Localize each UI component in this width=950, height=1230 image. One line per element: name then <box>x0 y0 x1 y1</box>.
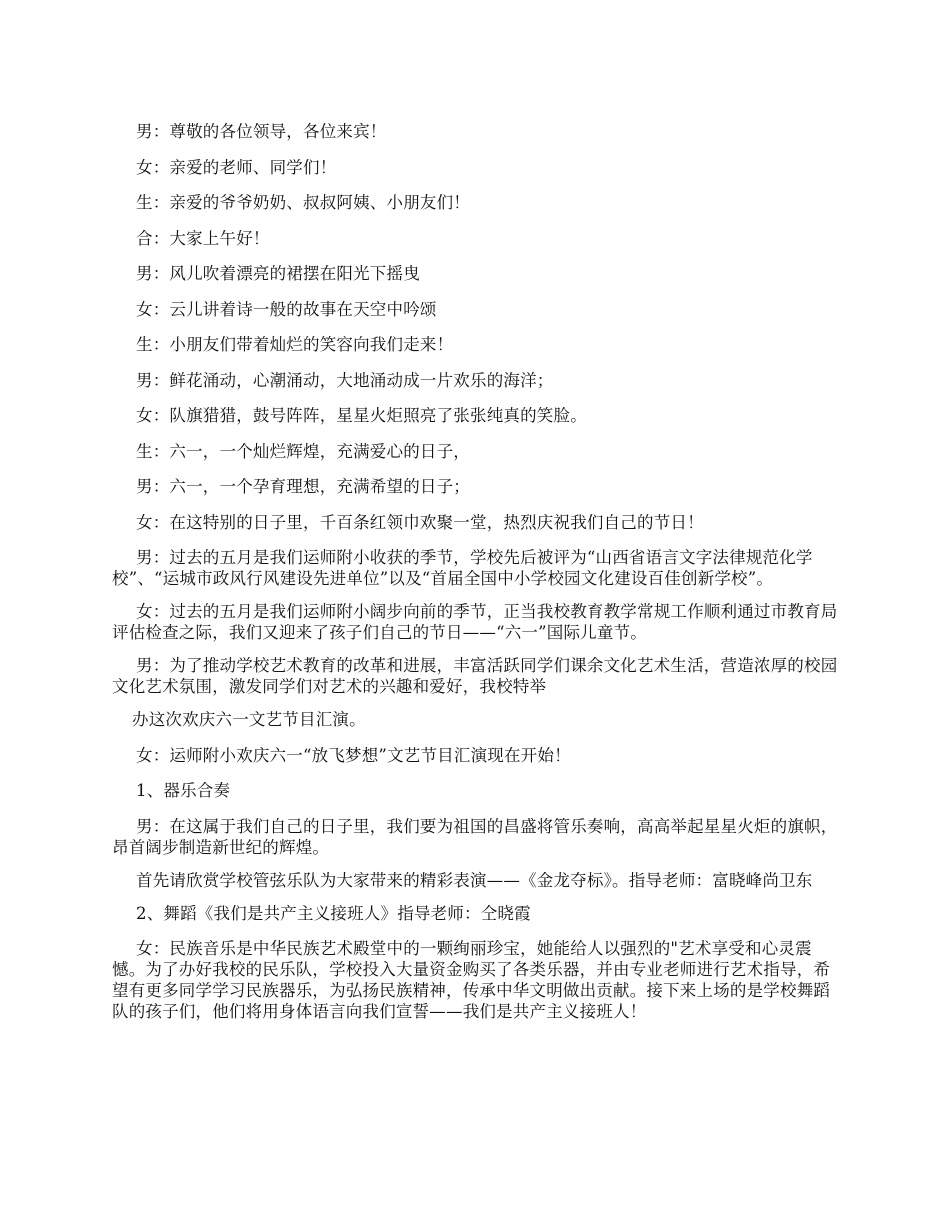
paragraph-4: 合：大家上午好！ <box>136 228 270 248</box>
paragraph-13: 男：过去的五月是我们运师附小收获的季节，学校先后被评为“山西省语言文字法律规范化学校”、“运城市政风行风建设先进单位”以及“首届全国中小学校园文化建设百佳创新学校”。 <box>112 548 813 588</box>
paragraph-5: 男：风儿吹着漂亮的裙摆在阳光下摇曳 <box>136 264 420 283</box>
paragraph-14: 女：过去的五月是我们运师附小阔步向前的季节，正当我校教育教学常规工作顺利通过市教育局评估检查之际，我们又迎来了孩子们自己的节日——“六一”国际儿童节。 <box>112 602 838 642</box>
paragraph-1: 男：尊敬的各位领导，各位来宾！ <box>136 122 387 141</box>
paragraph-2: 女：亲爱的老师、同学们！ <box>136 157 337 177</box>
paragraph-16: 办这次欢庆六一文艺节目汇演。 <box>132 710 366 729</box>
paragraph-22: 女：民族音乐是中华民族艺术殿堂中的一颗绚丽珍宝，她能给人以强烈的"艺术享受和心灵震憾。为了办好我校的民乐队，学校投入大量资金购买了各类乐器，并由专业老师进行艺术指导，希望有更多同学学习民族器乐，为弘扬民族精神，传承中华文明做出贡献。接下来上场的是学校舞蹈队的孩子们，他们将用身体语言向我们宣誓——我们是共产主义接班人！ <box>112 939 831 1021</box>
paragraph-17: 女：运师附小欢庆六一“放飞梦想”文艺节目汇演现在开始！ <box>136 745 571 765</box>
paragraph-6: 女：云儿讲着诗一般的故事在天空中吟颂 <box>136 299 437 319</box>
paragraph-12: 女：在这特别的日子里，千百条红领巾欢聚一堂，热烈庆祝我们自己的节日！ <box>136 512 704 532</box>
paragraph-20: 首先请欣赏学校管弦乐队为大家带来的精彩表演——《金龙夺标》。指导老师：富晓峰尚卫东 <box>136 870 813 890</box>
paragraph-8: 男：鲜花涌动，心潮涌动，大地涌动成一片欢乐的海洋； <box>136 370 554 390</box>
document-body <box>112 121 840 1034</box>
paragraph-11: 男：六一，一个孕育理想，充满希望的日子； <box>136 477 470 496</box>
section-heading-2: 2、舞蹈《我们是共产主义接班人》指导老师：仝晓霞 <box>136 903 531 923</box>
section-heading-1: 1、器乐合奏 <box>136 781 231 800</box>
paragraph-9: 女：队旗猎猎，鼓号阵阵，星星火炬照亮了张张纯真的笑脸。 <box>136 406 587 425</box>
paragraph-10: 生：六一，一个灿烂辉煌，充满爱心的日子， <box>136 441 470 461</box>
paragraph-15: 男：为了推动学校艺术教育的改革和进展，丰富活跃同学们课余文化艺术生活，营造浓厚的校园文化艺术氛围，激发同学们对艺术的兴趣和爱好，我校特举 <box>112 656 838 696</box>
paragraph-19: 男：在这属于我们自己的日子里，我们要为祖国的昌盛将管乐奏响，高高举起星星火炬的旗帜，昂首阔步制造新世纪的辉煌。 <box>112 816 838 857</box>
paragraph-3: 生：亲爱的爷爷奶奶、叔叔阿姨、小朋友们！ <box>136 193 470 212</box>
paragraph-7: 生：小朋友们带着灿烂的笑容向我们走来！ <box>136 335 454 354</box>
